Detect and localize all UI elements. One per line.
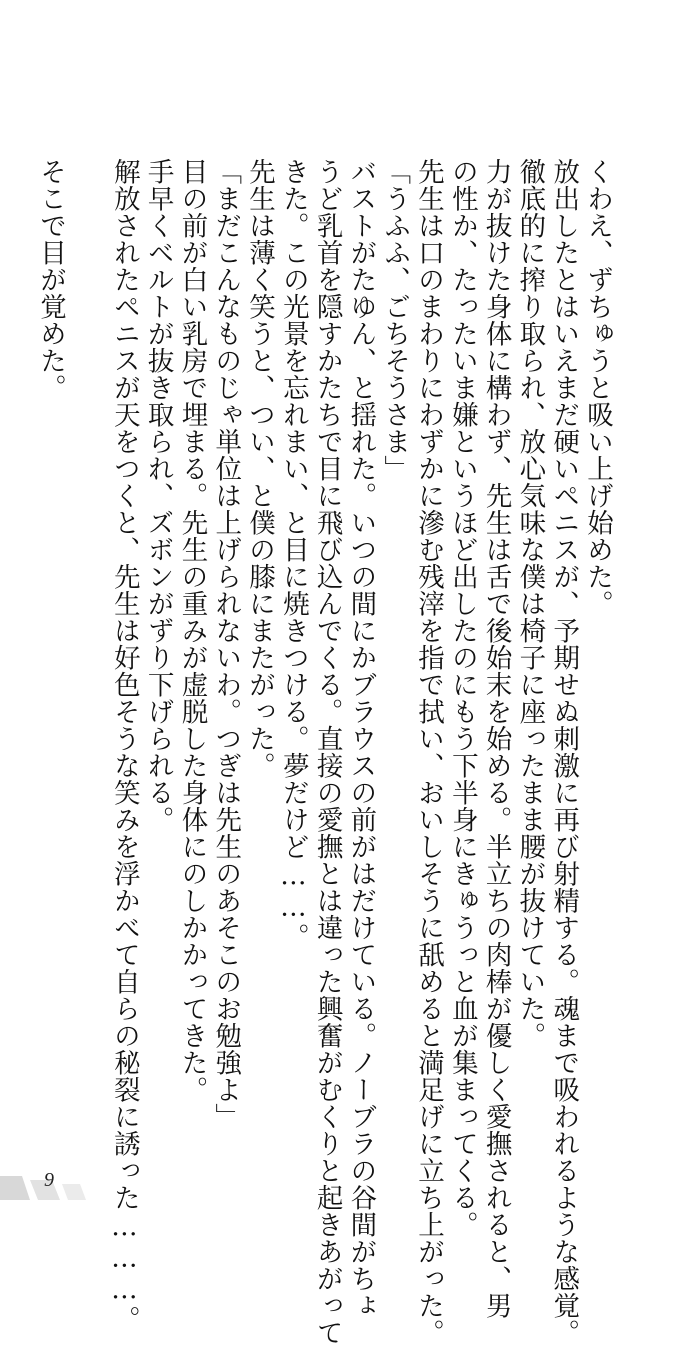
text-line: きた。この光景を忘れまい、と目に焼きつける。夢だけど……。 — [277, 158, 309, 950]
page-corner-decoration — [0, 1166, 110, 1200]
text-line: 放出したとはいえまだ硬いペニスが、予期せぬ刺激に再び射精する。魂まで吸われるような感覚。 — [548, 158, 580, 1346]
text-line: 徹底的に搾り取られ、放心気味な僕は椅子に座ったまま腰が抜けていた。 — [514, 158, 546, 1049]
blank-line — [67, 158, 107, 1158]
text-line: の性か、たったいま嫌というほど出したのにもう下半身にきゅうっと血が集まってくる。 — [446, 158, 478, 1238]
text-line: 目の前が白い乳房で埋まる。先生の重みが虚脱した身体にのしかかってきた。 — [176, 158, 208, 1103]
text-line: そこで目が覚めた。 — [35, 158, 67, 401]
text-line: 先生は薄く笑うと、つい、と僕の膝にまたがった。 — [244, 158, 276, 779]
text-line: 「うふふ、ごちそうさま」 — [379, 158, 411, 482]
text-line: バストがたゆん、と揺れた。いつの間にかブラウスの前がはだけている。ノーブラの谷間がちょ — [345, 158, 377, 1319]
page-number: 9 — [44, 1169, 54, 1191]
text-line: 手早くベルトが抜き取られ、ズボンがずり下げられる。 — [142, 158, 174, 833]
vertical-text-block — [33, 158, 614, 1346]
text-line: 「まだこんなものじゃ単位は上げられないわ。つぎは先生のあそこのお勉強よ」 — [210, 158, 242, 1130]
text-line: 先生は口のまわりにわずかに滲む残滓を指で拭い、おいしそうに舐めると満足げに立ち上がった。 — [413, 158, 445, 1346]
text-line: くわえ、ずちゅうと吸い上げ始めた。 — [582, 158, 613, 617]
text-line: 解放されたペニスが天をつくと、先生は好色そうな笑みを浮かべて自らの秘裂に誘った………。 — [108, 158, 140, 1333]
text-line: 力が抜けた身体に構わず、先生は舌で後始末を始める。半立ちの肉棒が優しく愛撫されると、男 — [480, 158, 512, 1319]
text-line: うど乳首を隠すかたちで目に飛び込んでくる。直接の愛撫とは違った興奮がむくりと起きあがって — [311, 158, 343, 1346]
